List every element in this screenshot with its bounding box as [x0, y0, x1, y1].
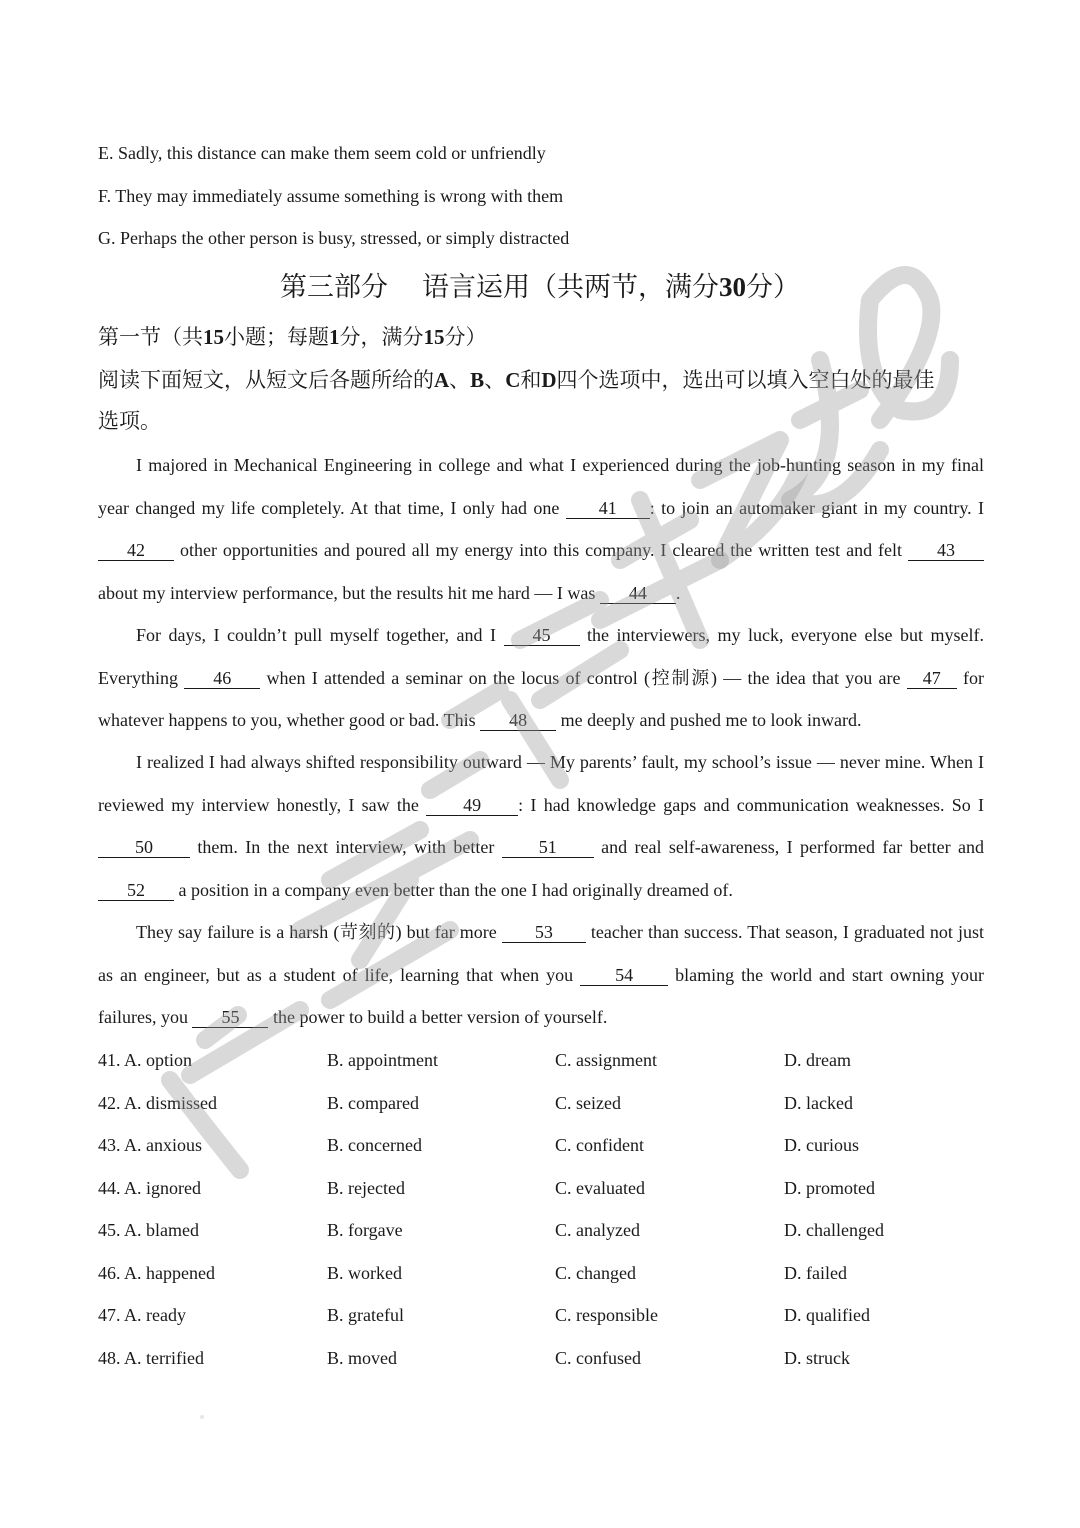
question-43 — [98, 1132, 998, 1158]
choice-b[interactable]: B. concerned — [327, 1135, 422, 1155]
choice-b[interactable]: B. appointment — [327, 1050, 438, 1070]
blank-55[interactable]: 55 — [192, 1007, 268, 1028]
blank-52[interactable]: 52 — [98, 880, 174, 901]
choice-d[interactable]: D. failed — [784, 1263, 847, 1283]
section-part: 第三部分 — [280, 272, 388, 302]
choice-a[interactable]: 46. A. happened — [98, 1263, 215, 1283]
question-45 — [98, 1217, 998, 1243]
scan-speck — [200, 1415, 204, 1419]
option-g: G. Perhaps the other person is busy, stressed, or simply distracted — [98, 228, 570, 248]
choice-c[interactable]: C. evaluated — [555, 1178, 645, 1198]
choice-a[interactable]: 47. A. ready — [98, 1305, 186, 1325]
blank-48[interactable]: 48 — [480, 710, 556, 731]
blank-45[interactable]: 45 — [504, 625, 580, 646]
blank-41[interactable]: 41 — [566, 498, 650, 519]
question-46 — [98, 1260, 998, 1286]
choice-a[interactable]: 44. A. ignored — [98, 1178, 201, 1198]
blank-49[interactable]: 49 — [426, 795, 518, 816]
choice-b[interactable]: B. moved — [327, 1348, 397, 1368]
passage-paragraph-1: I majored in Mechanical Engineering in college and what I experienced during the job-hunting season in my final year changed my life completely. At that time, I only had one 41 : to join an automaker giant in my country. I 42 other opportunities and poured all my energy into this company. I cleared the written test and felt 43 about my interview performance, but the results hit me hard — I was 44 . — [98, 455, 985, 603]
choice-c[interactable]: C. changed — [555, 1263, 636, 1283]
choice-d[interactable]: D. struck — [784, 1348, 850, 1368]
section-unit: 分） — [746, 272, 800, 302]
blank-43[interactable]: 43 — [908, 540, 984, 561]
section-score: 30 — [719, 272, 746, 302]
section-heading — [0, 270, 1080, 304]
choice-a[interactable]: 41. A. option — [98, 1050, 193, 1070]
choice-c[interactable]: C. assignment — [555, 1050, 657, 1070]
choice-a[interactable]: 42. A. dismissed — [98, 1093, 218, 1113]
blank-44[interactable]: 44 — [600, 583, 676, 604]
choice-a[interactable]: 43. A. anxious — [98, 1135, 203, 1155]
blank-47[interactable]: 47 — [907, 668, 957, 689]
choice-b[interactable]: B. rejected — [327, 1178, 405, 1198]
option-f: F. They may immediately assume something is wrong with them — [98, 186, 564, 206]
question-47 — [98, 1302, 998, 1328]
instructions-line-2: 选项。 — [98, 409, 161, 433]
choice-d[interactable]: D. dream — [784, 1050, 851, 1070]
choice-b[interactable]: B. grateful — [327, 1305, 404, 1325]
question-48 — [98, 1345, 998, 1371]
choice-d[interactable]: D. qualified — [784, 1305, 870, 1325]
blank-46[interactable]: 46 — [184, 668, 260, 689]
choice-c[interactable]: C. analyzed — [555, 1220, 640, 1240]
choice-c[interactable]: C. confident — [555, 1135, 644, 1155]
choice-a[interactable]: 45. A. blamed — [98, 1220, 199, 1240]
choice-b[interactable]: B. forgave — [327, 1220, 403, 1240]
blank-50[interactable]: 50 — [98, 837, 190, 858]
option-e: E. Sadly, this distance can make them seem cold or unfriendly — [98, 143, 546, 163]
instructions-line-1: 阅读下面短文，从短文后各题所给的A、B、C和D四个选项中，选出可以填入空白处的最佳 — [98, 368, 935, 392]
choice-d[interactable]: D. curious — [784, 1135, 859, 1155]
passage-paragraph-4: They say failure is a harsh (苛刻的) but far more 53 teacher than success. That season, I graduated not just as an engineer, but as a student of life, learning that when you 54 blaming the world and start owning your failures, you 55 the power to build a better version of yourself. — [98, 922, 985, 1028]
choice-c[interactable]: C. responsible — [555, 1305, 658, 1325]
subsection-title: 第一节（共15小题；每题1分，满分15分） — [98, 325, 487, 349]
passage-paragraph-3: I realized I had always shifted responsibility outward — My parents’ fault, my school’s issue — never mine. When I reviewed my interview honestly, I saw the 49 : I had knowledge gaps and communication weaknesses. So I 50 them. In the next interview, with better 51 and real self-awareness, I performed far better and 52 a position in a company even better than the one I had originally dreamed of. — [98, 752, 985, 900]
blank-54[interactable]: 54 — [580, 965, 668, 986]
choice-d[interactable]: D. lacked — [784, 1093, 853, 1113]
passage-paragraph-2: For days, I couldn’t pull myself together, and I 45 the interviewers, my luck, everyone else but myself. Everything 46 when I attended a seminar on the locus of control (控制源) — the idea that you are 47 for whatever happens to you, whether good or bad. This 48 me deeply and pushed me to look inward. — [98, 625, 985, 731]
blank-42[interactable]: 42 — [98, 540, 174, 561]
choice-a[interactable]: 48. A. terrified — [98, 1348, 204, 1368]
question-42 — [98, 1090, 998, 1116]
question-41 — [98, 1047, 998, 1073]
choice-d[interactable]: D. challenged — [784, 1220, 884, 1240]
choice-b[interactable]: B. worked — [327, 1263, 402, 1283]
blank-53[interactable]: 53 — [502, 922, 586, 943]
choice-c[interactable]: C. confused — [555, 1348, 641, 1368]
question-44 — [98, 1175, 998, 1201]
choice-c[interactable]: C. seized — [555, 1093, 621, 1113]
section-title: 语言运用（共两节，满分 — [422, 272, 719, 302]
choice-b[interactable]: B. compared — [327, 1093, 419, 1113]
blank-51[interactable]: 51 — [502, 837, 594, 858]
choice-d[interactable]: D. promoted — [784, 1178, 875, 1198]
